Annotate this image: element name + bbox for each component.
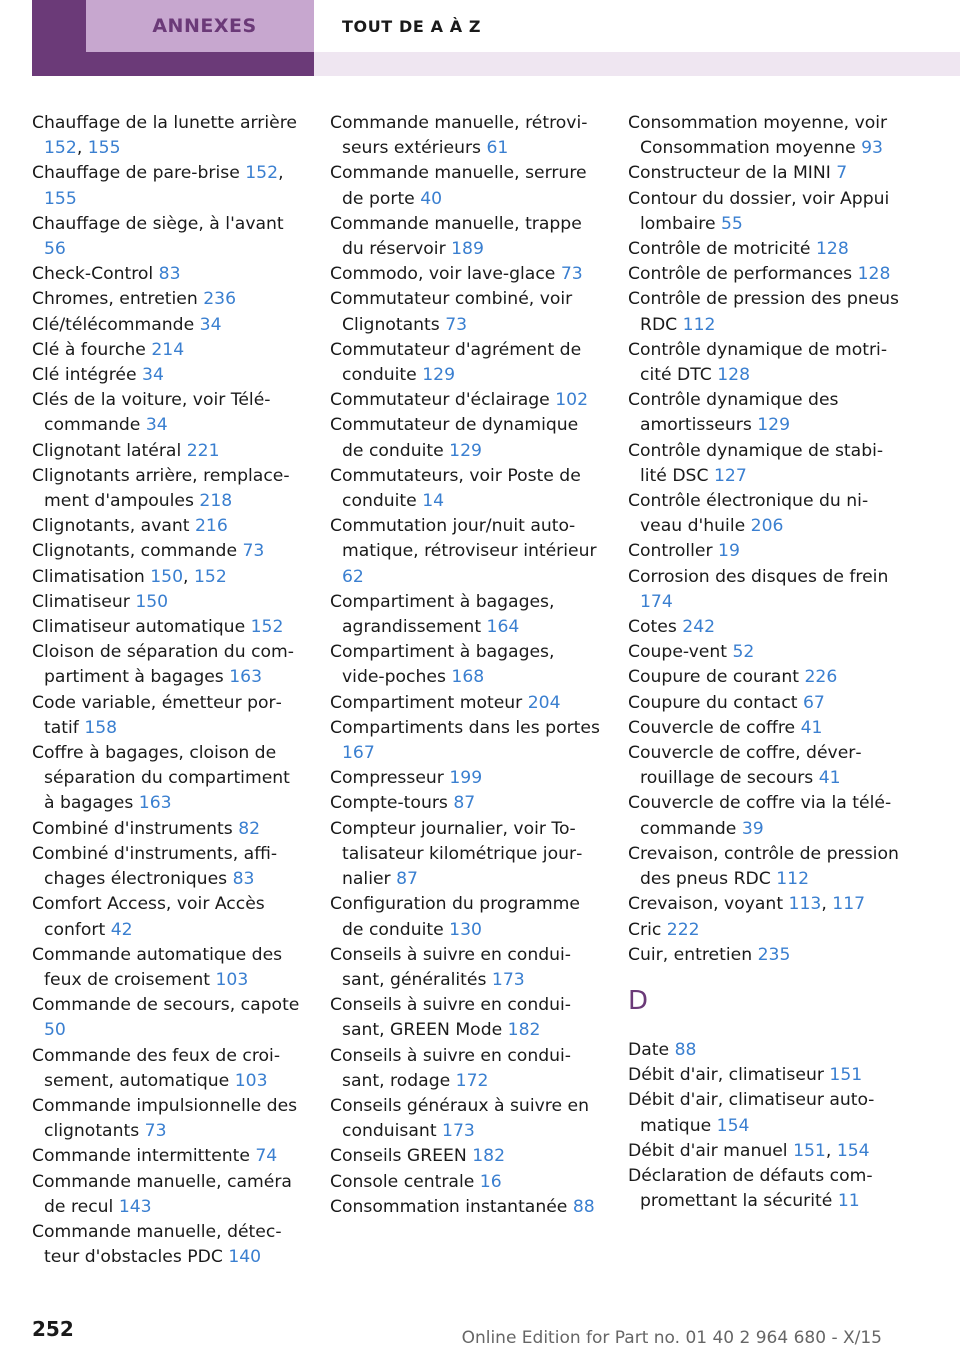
index-term: Chromes, entretien (32, 289, 198, 310)
page-link[interactable]: 199 (449, 768, 483, 789)
page-link[interactable]: 214 (151, 339, 185, 360)
index-term: Compartiments dans les portes (330, 717, 600, 738)
index-term: Contrôle dynamique de motricité DTC (628, 339, 888, 386)
index-term: Clé intégrée (32, 365, 137, 386)
index-entry (32, 363, 304, 388)
index-term: Coupure du contact (628, 692, 798, 713)
index-entry (330, 640, 602, 690)
index-entry (32, 590, 304, 615)
page-link[interactable]: 218 (199, 491, 233, 512)
page-link[interactable]: 130 (449, 919, 482, 940)
index-entry (32, 1220, 304, 1270)
page-link[interactable]: 167 (342, 743, 375, 764)
page-link[interactable]: 83 (158, 264, 181, 285)
page-link[interactable]: 73 (242, 541, 265, 562)
page-link[interactable]: 67 (803, 692, 825, 713)
index-entry (330, 161, 602, 211)
index-entry (628, 918, 900, 943)
page-link[interactable]: 34 (142, 365, 164, 386)
index-term: Cric (628, 919, 662, 940)
page-link[interactable]: 206 (750, 516, 784, 537)
page-link[interactable]: 204 (527, 692, 561, 713)
page-link[interactable]: 112 (682, 314, 716, 335)
page-link[interactable]: 222 (666, 919, 700, 940)
index-term: Commande manuelle, serrure de porte (330, 163, 587, 209)
page-header (0, 0, 960, 76)
index-term: Contour du dossier, voir Appui lombaire (628, 188, 890, 234)
page-link[interactable]: 42 (110, 919, 133, 940)
page-link[interactable]: 73 (144, 1121, 167, 1142)
index-entry (330, 111, 602, 161)
chapter-tab-inner (314, 0, 960, 52)
page-link[interactable]: 182 (507, 1020, 541, 1041)
page-link[interactable]: 242 (682, 617, 716, 638)
page-link[interactable]: 7 (836, 163, 848, 184)
index-term: Débit d'air, climatiseur automatique (628, 1090, 875, 1136)
index-term: Commande automatique des feux de croisement (32, 944, 283, 990)
page-link[interactable]: 88 (572, 1196, 595, 1217)
index-term: Commutateur combiné, voir Clignotants (330, 289, 573, 335)
index-term: Date (628, 1039, 670, 1060)
page-link[interactable]: 39 (741, 818, 764, 839)
index-entry (32, 1170, 304, 1220)
page-link[interactable]: 189 (451, 239, 484, 260)
index-term: Combiné d'instruments (32, 818, 233, 839)
index-entry (330, 590, 602, 640)
index-entry (628, 943, 900, 968)
index-term: Contrôle de pression des pneus RDC (628, 289, 899, 335)
index-term: Compte-tours (330, 793, 448, 814)
page-link[interactable]: 73 (560, 264, 583, 285)
index-term: Crevaison, contrôle de pression des pneus RDC (628, 843, 899, 890)
page-link[interactable]: 158 (84, 717, 118, 738)
index-entry (32, 212, 304, 262)
index-term: Contrôle de motricité (628, 239, 811, 260)
index-term: Clignotants, avant (32, 516, 190, 537)
page-link[interactable]: 154 (716, 1115, 750, 1136)
index-term: Commande manuelle, rétroviseurs extérieurs (330, 113, 588, 159)
index-entry (330, 766, 602, 791)
index-term: Couvercle de coffre, déverrouillage de secours (628, 743, 862, 789)
index-term: Coupure de courant (628, 667, 799, 688)
index-entry (330, 1094, 602, 1144)
page-link[interactable]: 103 (215, 969, 249, 990)
page-link[interactable]: 40 (420, 188, 443, 209)
page-link[interactable]: 34 (199, 314, 222, 335)
index-term: Commande manuelle, caméra de recul (32, 1171, 292, 1217)
page-link[interactable]: 164 (486, 617, 520, 638)
index-term: Cuir, entretien (628, 944, 753, 965)
index-entry (628, 1038, 900, 1063)
index-term: Compartiment à bagages, vide-poches (330, 642, 555, 688)
index-entry (32, 388, 304, 438)
page-link[interactable]: 154 (836, 1140, 870, 1161)
index-entry: Chauffage de pare-brise 152, 155 (32, 163, 284, 209)
index-term: Clignotants, commande (32, 541, 238, 562)
index-entry (32, 943, 304, 993)
index-entry (628, 842, 900, 892)
index-entry (330, 716, 602, 766)
index-entry (628, 287, 900, 337)
index-term: Commande intermittente (32, 1146, 250, 1167)
index-entry (32, 615, 304, 640)
footer-edition: Online Edition for Part no. 01 40 2 964 680 - X/15 (461, 1328, 882, 1348)
page-link[interactable]: 163 (229, 667, 263, 688)
page-link[interactable]: 236 (203, 289, 237, 310)
index-entry (32, 691, 304, 741)
page-number: 252 (32, 1317, 74, 1341)
index-term: Commande manuelle, détecteur d'obstacles PDC (32, 1221, 282, 1268)
index-entry (330, 338, 602, 388)
index-entry (628, 1088, 900, 1138)
index-term: Corrosion des disques de frein (628, 566, 889, 587)
index-entry (330, 514, 602, 590)
page-link[interactable]: 41 (818, 768, 841, 789)
page-link[interactable]: 87 (396, 869, 418, 890)
page-link[interactable]: 152 (245, 163, 279, 184)
page-link[interactable]: 127 (713, 465, 747, 486)
page-link[interactable]: 87 (453, 793, 476, 814)
page-link[interactable]: 173 (491, 969, 525, 990)
index-term: Compresseur (330, 768, 444, 789)
index-entry (32, 817, 304, 842)
section-tab (32, 0, 314, 76)
index-entry (330, 287, 602, 337)
page-link[interactable]: 129 (757, 415, 791, 436)
page-link[interactable]: 11 (837, 1191, 860, 1212)
page-link[interactable]: 74 (255, 1146, 278, 1167)
index-term: Climatisation (32, 566, 145, 587)
index-entry (628, 262, 900, 287)
index-term: Conseils généraux à suivre en conduisant (330, 1095, 589, 1142)
index-term: Chauffage de siège, à l'avant (32, 213, 284, 234)
index-entry (330, 892, 602, 942)
page-link[interactable]: 102 (555, 390, 589, 411)
index-term: Coffre à bagages, cloison de séparation du compartiment à bagages (32, 743, 290, 814)
index-entry (330, 817, 602, 893)
page-link[interactable]: 112 (776, 869, 810, 890)
index-entry (330, 1195, 602, 1220)
index-entry (628, 489, 900, 539)
index-term: Console centrale (330, 1171, 475, 1192)
page-link[interactable]: 140 (228, 1247, 262, 1268)
page-link[interactable]: 55 (720, 213, 743, 234)
page-link[interactable]: 155 (87, 138, 121, 159)
index-term: Compartiment à bagages, agrandissement (330, 591, 555, 638)
index-term: Consommation instantanée (330, 1196, 568, 1217)
index-entry (32, 741, 304, 817)
index-term: Contrôle dynamique des amortisseurs (628, 390, 839, 436)
index-term: Contrôle dynamique de stabilité DSC (628, 440, 884, 486)
index-entry (330, 262, 602, 287)
page-link[interactable]: 235 (757, 944, 791, 965)
index-entry: Climatisation 150, 152 (32, 566, 227, 587)
page-link[interactable]: 19 (718, 541, 740, 562)
page-link[interactable]: 41 (800, 717, 823, 738)
index-term: Compartiment moteur (330, 692, 523, 713)
index-entry: Débit d'air manuel 151, 154 (628, 1140, 870, 1161)
index-term: Combiné d'instruments, affichages électroniques (32, 843, 278, 890)
index-term: Controller (628, 541, 713, 562)
index-entry (628, 111, 900, 161)
index-entry (330, 691, 602, 716)
index-entry (628, 741, 900, 791)
page-link[interactable]: 73 (445, 314, 468, 335)
index-entry (32, 1094, 304, 1144)
index-entry (32, 313, 304, 338)
index-entry (628, 665, 900, 690)
page-link[interactable]: 117 (832, 894, 866, 915)
index-term: Clignotant latéral (32, 440, 182, 461)
page-link[interactable]: 93 (861, 138, 883, 159)
page-link[interactable]: 128 (815, 239, 849, 260)
page-link[interactable]: 151 (829, 1065, 863, 1086)
chapter-title: TOUT DE A À Z (342, 16, 482, 36)
index-entry (330, 212, 602, 262)
index-term: Clé/télécommande (32, 314, 195, 335)
page-link[interactable]: 150 (150, 566, 184, 587)
index-entry (330, 1144, 602, 1169)
page-link[interactable]: 226 (804, 667, 838, 688)
index-entry (32, 1044, 304, 1094)
page-link[interactable]: 216 (195, 516, 228, 537)
index-entry (32, 1144, 304, 1169)
index-term: Conseils à suivre en conduisant, rodage (330, 1045, 571, 1091)
page-link[interactable]: 113 (788, 894, 822, 915)
index-entry (628, 615, 900, 640)
page-link[interactable]: 56 (44, 239, 66, 260)
index-entry (628, 791, 900, 841)
index-term: Déclaration de défauts compromettant la sécurité (628, 1165, 873, 1212)
index-term: Chauffage de pare-brise (32, 163, 240, 184)
page-link[interactable]: 128 (857, 264, 891, 285)
page-link[interactable]: 14 (422, 491, 445, 512)
index-term: Couvercle de coffre (628, 717, 796, 738)
index-term: Consommation moyenne, voir Consommation moyenne (628, 113, 888, 159)
page-link[interactable]: 150 (135, 591, 169, 612)
index-term: Conseils GREEN (330, 1146, 467, 1167)
index-column-2 (330, 111, 602, 1220)
page-link[interactable]: 152 (193, 566, 227, 587)
index-term: Chauffage de la lunette arrière (32, 113, 297, 133)
index-entry (628, 439, 900, 489)
index-entry (32, 338, 304, 363)
index-term: Coupe-vent (628, 642, 728, 663)
index-entry (32, 993, 304, 1043)
chapter-tab (314, 0, 960, 76)
index-entry (32, 640, 304, 690)
index-entry (628, 640, 900, 665)
page-link[interactable]: 151 (793, 1140, 826, 1161)
index-entry (32, 892, 304, 942)
index-entry (330, 413, 602, 463)
index-entry (628, 187, 900, 237)
index-entry (628, 1164, 900, 1214)
section-tab-inner (86, 0, 323, 52)
index-entry (628, 716, 900, 741)
page-link[interactable]: 128 (717, 365, 751, 386)
index-term: Cloison de séparation du compartiment à bagages (32, 642, 294, 688)
index-entry (32, 842, 304, 892)
index-term: Crevaison, voyant (628, 894, 784, 915)
index-entry: Crevaison, voyant 113, 117 (628, 894, 866, 915)
page-link[interactable]: 182 (472, 1146, 506, 1167)
index-entry (628, 691, 900, 716)
index-term: Climatiseur (32, 591, 130, 612)
index-entry (330, 388, 602, 413)
index-term: Débit d'air, climatiseur (628, 1065, 824, 1086)
page-link[interactable]: 82 (238, 818, 261, 839)
index-term: Compteur journalier, voir Totalisateur kilométrique journalier (330, 818, 583, 890)
page-link[interactable]: 168 (451, 667, 485, 688)
index-entry (32, 514, 304, 539)
index-term: Conseils à suivre en conduisant, GREEN Mode (330, 995, 571, 1041)
index-term: Commutation jour/nuit automatique, rétroviseur intérieur (330, 516, 597, 562)
index-entry (628, 388, 900, 438)
page-link[interactable]: 62 (342, 566, 364, 587)
index-term: Clés de la voiture, voir Télécommande (32, 390, 271, 436)
page-link[interactable]: 172 (455, 1070, 489, 1091)
index-term: Clé à fourche (32, 339, 146, 360)
index-entry (330, 943, 602, 993)
index-entry (330, 791, 602, 816)
index-letter-heading: D (628, 985, 649, 1016)
page-link[interactable]: 50 (44, 1020, 66, 1041)
index-term: Code variable, émetteur portatif (32, 692, 282, 738)
index-term: Check-Control (32, 264, 154, 285)
index-term: Commutateur d'agrément de conduite (330, 339, 582, 386)
index-term: Commande manuelle, trappe du réservoir (330, 213, 582, 260)
page-link[interactable]: 143 (118, 1196, 152, 1217)
index-term: Couvercle de coffre via la télécommande (628, 793, 892, 839)
index-term: Comfort Access, voir Accès confort (32, 894, 265, 940)
page-link[interactable]: 221 (186, 440, 220, 461)
index-entry (32, 439, 304, 464)
page-link[interactable]: 52 (732, 642, 755, 663)
index-column-1 (32, 111, 304, 1270)
page-link[interactable]: 174 (640, 591, 673, 612)
index-entry (32, 287, 304, 312)
index-entry (32, 464, 304, 514)
index-term: Commutateurs, voir Poste de conduite (330, 465, 581, 512)
index-term: Contrôle de performances (628, 264, 853, 285)
index-term: Cotes (628, 617, 677, 638)
index-entry (628, 338, 900, 388)
index-column-3 (628, 111, 900, 1214)
index-term: Climatiseur automatique (32, 617, 246, 638)
index-entry (330, 993, 602, 1043)
index-entry (32, 262, 304, 287)
index-entry (628, 1063, 900, 1088)
index-term: Clignotants arrière, remplacement d'ampoules (32, 465, 290, 512)
page-link[interactable]: 152 (250, 617, 284, 638)
index-term: Commande des feux de croisement, automatique (32, 1045, 281, 1091)
page-link[interactable]: 34 (145, 415, 168, 436)
index-term: Commutateur d'éclairage (330, 390, 550, 411)
index-term: Commutateur de dynamique de conduite (330, 415, 579, 461)
index-entry (628, 565, 900, 615)
page-link[interactable]: 129 (422, 365, 456, 386)
index-entry (628, 539, 900, 564)
index-term: Constructeur de la MINI (628, 163, 831, 184)
page-link[interactable]: 83 (232, 869, 255, 890)
index-term: Conseils à suivre en conduisant, généralités (330, 944, 571, 990)
index-entry (628, 161, 900, 186)
page-link[interactable]: 155 (44, 188, 77, 209)
index-term: Configuration du programme de conduite (330, 894, 580, 940)
index-term: Commodo, voir lave-glace (330, 264, 556, 285)
index-entry (330, 1170, 602, 1195)
index-term: Commande impulsionnelle des clignotants (32, 1095, 298, 1142)
index-entry: Chauffage de la lunette arrière 152, 155 (32, 113, 297, 159)
index-entry (330, 464, 602, 514)
index-entry (32, 539, 304, 564)
page-link[interactable]: 103 (234, 1070, 268, 1091)
index-term: Débit d'air manuel (628, 1140, 788, 1161)
page-link[interactable]: 152 (44, 138, 77, 159)
index-entry (330, 1044, 602, 1094)
page-link[interactable]: 129 (449, 440, 482, 461)
page-link[interactable]: 173 (442, 1121, 475, 1142)
index-term: Commande de secours, capote (32, 995, 300, 1016)
page-link[interactable]: 88 (674, 1039, 697, 1060)
page-link[interactable]: 163 (138, 793, 172, 814)
index-term: Contrôle électronique du niveau d'huile (628, 491, 869, 537)
index-entry (628, 237, 900, 262)
section-title: ANNEXES (152, 15, 257, 37)
page-link[interactable]: 16 (479, 1171, 502, 1192)
page-link[interactable]: 61 (486, 138, 509, 159)
